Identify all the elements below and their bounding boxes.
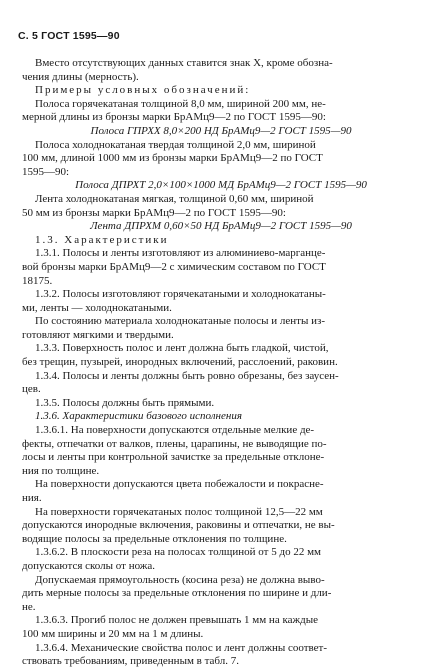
text-line: 1.3.3. Поверхность полос и лент должна быть гладкой, чистой, (35, 342, 329, 355)
text-line: На поверхности допускаются цвета побежалости и покрасне- (35, 478, 324, 491)
text-line: 1.3.6.3. Прогиб полос не должен превышать 1 мм на каждые (35, 614, 318, 627)
section-heading: 1.3. Характеристики (35, 233, 169, 246)
examples-heading: Примеры условных обозначений: (35, 84, 251, 97)
text-line: По состоянию материала холоднокатаные полосы и ленты из- (35, 315, 326, 328)
designation-example: Полоса ГПРХХ 8,0×200 НД БрАМц9—2 ГОСТ 1595—90 (90, 124, 352, 137)
text-line: 1.3.6.1. На поверхности допускаются отдельные мелкие де- (35, 424, 315, 437)
text-line: Полоса холоднокатаная твердая толщиной 2,0 мм, шириной (35, 138, 316, 151)
designation-example: Полоса ДПРХТ 2,0×100×1000 МД БрАМц9—2 ГОСТ 1595—90 (75, 179, 367, 192)
text-line: 18175. (22, 274, 53, 287)
text-line: 1.3.6.4. Механические свойства полос и лент должны соответ- (35, 641, 328, 654)
text-line: 50 мм из бронзы марки БрАМц9—2 по ГОСТ 1595—90: (22, 206, 286, 219)
text-line: не. (22, 600, 36, 613)
document-body (22, 57, 420, 669)
text-line: Вместо отсутствующих данных ставится знак X, кроме обозна- (35, 57, 333, 69)
text-line: мерной длины из бронзы марки БрАМц9—2 по ГОСТ 1595—90: (22, 111, 326, 124)
text-line: Лента холоднокатаная мягкая, толщиной 0,60 мм, шириной (35, 192, 314, 205)
text-line: 1595—90: (22, 165, 70, 178)
text-line: На поверхности горячекатаных полос толщиной 12,5—22 мм (35, 505, 323, 518)
text-line: ния. (22, 492, 42, 504)
text-line: готовляют мягкими и твердыми. (22, 328, 174, 341)
text-line: водящие полосы за предельные отклонения по толщине. (22, 532, 287, 545)
text-line: дить мерные полосы за предельные отклонения по ширине и дли- (22, 587, 332, 600)
text-line: ния по толщине. (22, 464, 100, 477)
page-header: С. 5 ГОСТ 1595—90 (18, 30, 120, 42)
text-line: 100 мм, длиной 1000 мм из бронзы марки БрАМц9—2 по ГОСТ (22, 152, 323, 165)
text-line: допускаются инородные включения, раковины и отпечатки, не вы- (22, 519, 335, 532)
text-line: фекты, отпечатки от валков, плены, царапины, не выводящие по- (22, 437, 327, 450)
text-line: Допускаемая прямоугольность (косина реза) не должна выво- (35, 573, 325, 586)
text-line: 100 мм ширины и 20 мм на 1 м длины. (22, 627, 204, 640)
text-line: 1.3.4. Полосы и ленты должны быть ровно обрезаны, без заусен- (35, 369, 339, 382)
designation-example: Лента ДПРХМ 0,60×50 НД БрАМц9—2 ГОСТ 1595—90 (90, 220, 352, 233)
text-line: вой бронзы марки БрАМц9—2 с химическим составом по ГОСТ (22, 260, 326, 273)
text-line: допускаются сколы от ножа. (22, 559, 156, 572)
text-line: чения длины (мерность). (22, 70, 139, 83)
text-line: 1.3.2. Полосы изготовляют горячекатаными и холоднокатаны- (35, 288, 326, 301)
text-line: ми, ленты — холоднокатаными. (22, 301, 172, 314)
text-line: ствовать требованиям, приведенным в табл. 7. (22, 655, 239, 668)
text-line: цев. (22, 383, 41, 396)
text-line: 1.3.1. Полосы и ленты изготовляют из алюминиево-марганце- (35, 247, 326, 260)
text-line: лосы и ленты при контрольной зачистке за предельные отклоне- (22, 451, 325, 464)
subsection-heading: 1.3.6. Характеристики базового исполнения (35, 410, 242, 423)
text-line: без трещин, пузырей, инородных включений, расслоений, раковин. (22, 356, 338, 369)
text-line: Полоса горячекатаная толщиной 8,0 мм, шириной 200 мм, не- (35, 97, 326, 110)
text-line: 1.3.6.2. В плоскости реза на полосах толщиной от 5 до 22 мм (35, 546, 321, 559)
text-line: 1.3.5. Полосы должны быть прямыми. (35, 396, 215, 409)
